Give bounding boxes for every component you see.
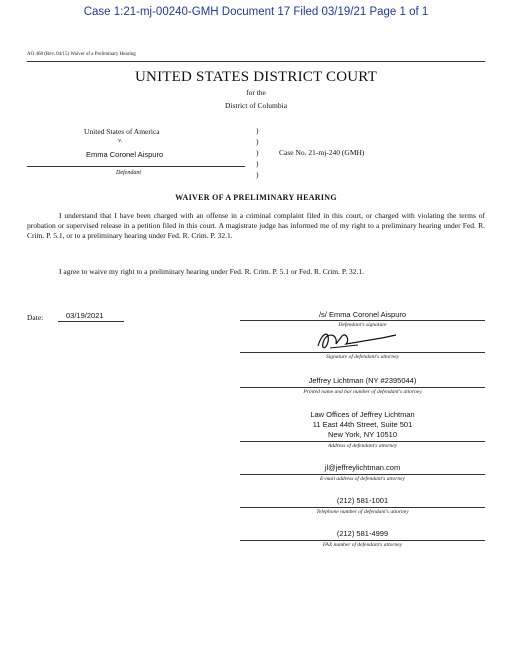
defendant-role-caption: Defendant bbox=[116, 170, 141, 176]
defendant-signature-line bbox=[240, 320, 485, 321]
attorney-signature-line bbox=[240, 352, 485, 353]
attorney-name: Jeffrey Lichtman (NY #2395044) bbox=[308, 376, 417, 385]
district-name: District of Columbia bbox=[224, 101, 288, 110]
court-name: UNITED STATES DISTRICT COURT bbox=[135, 69, 377, 85]
document-title: WAIVER OF A PRELIMINARY HEARING bbox=[175, 193, 337, 202]
attorney-address-caption: Address of defendant's attorney bbox=[327, 443, 398, 449]
attorney-telephone: (212) 581-1001 bbox=[336, 496, 389, 505]
attorney-address-line-3: New York, NY 10510 bbox=[327, 430, 398, 439]
attorney-email: jl@jeffreylichtman.com bbox=[324, 463, 401, 472]
form-identifier: AO 468 (Rev. 04/15) Waiver of a Preliminary Hearing bbox=[27, 52, 136, 57]
waiver-paragraph-2: I agree to waive my right to a preliminary hearing under Fed. R. Crim. P. 5.1 or Fed. R. Crim. P. 32.1. bbox=[59, 267, 364, 276]
attorney-address-line-1: Law Offices of Jeffrey Lichtman bbox=[310, 410, 415, 419]
date-label: Date: bbox=[27, 313, 44, 322]
attorney-address-line bbox=[240, 441, 485, 442]
caption-paren: ) bbox=[256, 170, 259, 179]
attorney-fax-line bbox=[240, 540, 485, 541]
caption-paren: ) bbox=[256, 137, 259, 146]
attorney-email-line bbox=[240, 474, 485, 475]
ecf-header-stamp: Case 1:21-mj-00240-GMH Document 17 Filed 03/19/21 Page 1 of 1 bbox=[83, 6, 429, 18]
case-number: Case No. 21-mj-240 (GMH) bbox=[279, 148, 365, 157]
form-header-rule bbox=[27, 61, 485, 62]
attorney-signature-scribble bbox=[312, 326, 402, 354]
caption-paren: ) bbox=[256, 159, 259, 168]
versus-label: v. bbox=[118, 138, 123, 144]
attorney-fax-caption: FAX number of defendant's attorney bbox=[322, 542, 403, 548]
attorney-name-line bbox=[240, 387, 485, 388]
caption-paren: ) bbox=[256, 148, 259, 157]
attorney-address-line-2: 11 East 44th Street, Suite 501 bbox=[312, 420, 413, 429]
plaintiff-name: United States of America bbox=[84, 127, 160, 136]
attorney-signature-caption: Signature of defendant's attorney bbox=[326, 354, 399, 360]
attorney-email-caption: E-mail address of defendant's attorney bbox=[320, 476, 405, 482]
waiver-paragraph-1: I understand that I have been charged with an offense in a criminal complaint filed in this court, or charged with violating the terms of probation or supervised release in a petition filed in this court. A magistrate judge has informed me of my right to a preliminary hearing under Fed. R. Crim. P. 5.1, or to a preliminary hearing under Fed. R. Crim. P. 32.1. bbox=[27, 211, 485, 240]
defendant-signature-caption: Defendant's signature bbox=[338, 322, 387, 328]
attorney-telephone-line bbox=[240, 507, 485, 508]
attorney-fax: (212) 581-4999 bbox=[336, 529, 389, 538]
defendant-name: Emma Coronel Aispuro bbox=[86, 150, 164, 159]
date-line bbox=[58, 321, 124, 322]
attorney-telephone-caption: Telephone number of defendant's attorney bbox=[316, 509, 409, 515]
date-value: 03/19/2021 bbox=[66, 311, 104, 320]
defendant-line bbox=[27, 166, 245, 167]
defendant-signature: /s/ Emma Coronel Aispuro bbox=[318, 310, 407, 319]
court-for-the: for the bbox=[246, 88, 266, 97]
caption-paren: ) bbox=[256, 126, 259, 135]
attorney-name-caption: Printed name and bar number of defendant's attorney bbox=[303, 389, 422, 395]
